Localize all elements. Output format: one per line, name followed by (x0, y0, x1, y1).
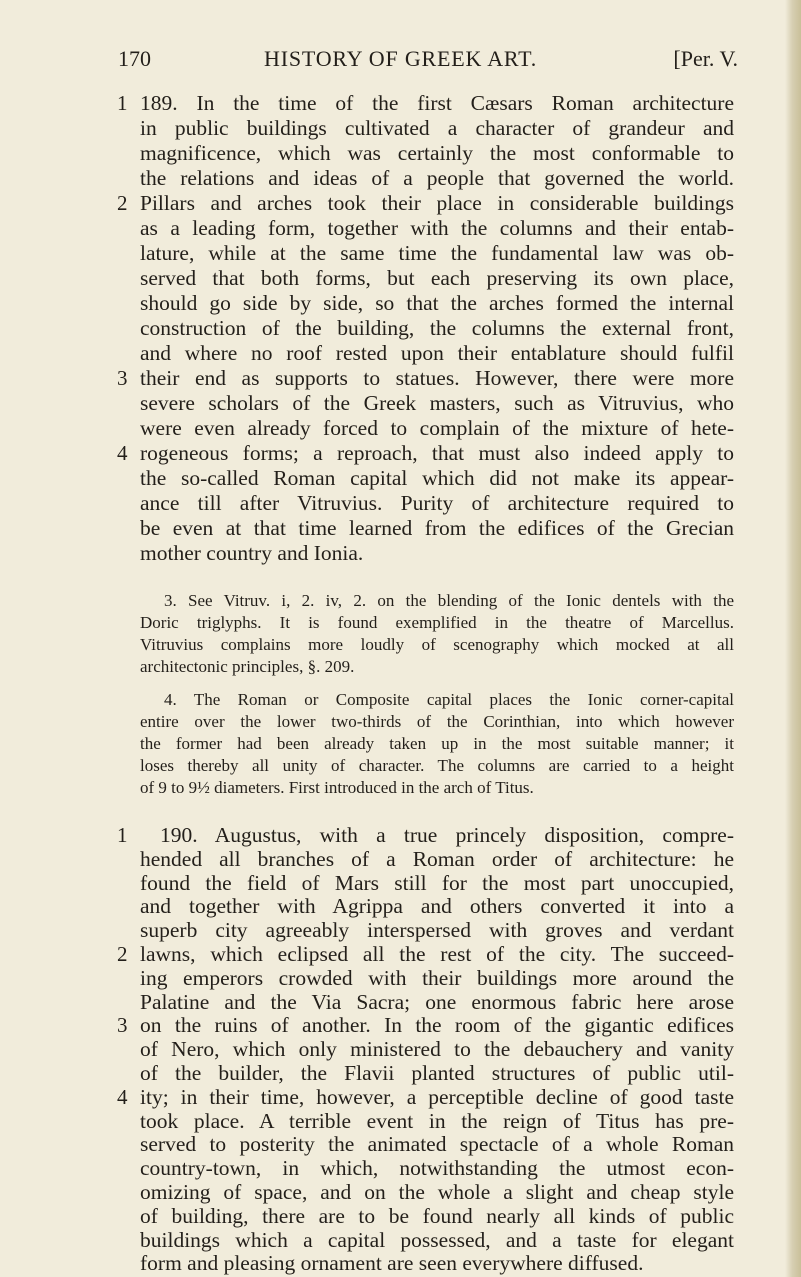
text-line: superb city agreeably interspersed with groves and verdant (140, 918, 734, 943)
footnote-line: 3. See Vitruv. i, 2. iv, 2. on the blending of the Ionic dentels with the (164, 591, 734, 610)
text-line: served that both forms, but each preserving its own place, (140, 266, 734, 290)
margin-line-number: 3 (117, 1013, 128, 1038)
text-line: of building, there are to be found nearly all kinds of public (140, 1203, 734, 1228)
text-line: country-town, in which, notwithstanding the utmost econ- (140, 1156, 734, 1181)
text-line: on the ruins of another. In the room of the gigantic edifices (140, 1013, 734, 1038)
margin-line-number: 4 (117, 441, 128, 465)
footnote-line: 4. The Roman or Composite capital places the Ionic corner-capital (164, 690, 734, 709)
text-line: and together with Agrippa and others converted it into a (140, 894, 734, 919)
text-line: took place. A terrible event in the reign of Titus has pre- (140, 1108, 734, 1133)
text-line: their end as supports to statues. However, there were more (140, 366, 734, 390)
text-line: Palatine and the Via Sacra; one enormous fabric here arose (140, 989, 734, 1014)
text-line: construction of the building, the columns the external front, (140, 316, 734, 340)
text-line: of the builder, the Flavii planted structures of public util- (140, 1061, 734, 1085)
margin-line-number: 1 (117, 91, 128, 115)
text-line: lature, while at the same time the fundamental law was ob- (140, 241, 734, 265)
footnote-line: architectonic principles, §. 209. (140, 657, 355, 676)
text-line: form and pleasing ornament are seen everywhere diffused. (140, 1251, 644, 1276)
text-line: as a leading form, together with the columns and their entab- (140, 216, 734, 240)
text-line: found the field of Mars still for the most part unoccupied, (140, 870, 734, 895)
text-line: hended all branches of a Roman order of architecture: he (140, 846, 734, 871)
page-header (118, 46, 738, 76)
text-line: be even at that time learned from the edifices of the Grecian (140, 516, 734, 540)
text-line: were even already forced to complain of the mixture of hete- (140, 416, 734, 440)
margin-line-number: 2 (117, 191, 128, 215)
section-marker: [Per. V. (673, 46, 738, 71)
footnote-line: entire over the lower two-thirds of the Corinthian, into which however (140, 712, 734, 731)
text-line: ity; in their time, however, a perceptible decline of good taste (140, 1084, 734, 1109)
text-line: buildings which a capital possessed, and a taste for elegant (140, 1227, 734, 1252)
text-line: 190. Augustus, with a true princely disposition, compre- (160, 823, 734, 847)
running-title: HISTORY OF GREEK ART. (264, 46, 537, 71)
text-line: magnificence, which was certainly the most conformable to (140, 141, 734, 165)
text-line: mother country and Ionia. (140, 541, 364, 565)
text-line: and where no roof rested upon their entablature should fulfil (140, 341, 734, 365)
footnote-line: the former had been already taken up in the most suitable manner; it (140, 734, 734, 753)
text-line: of Nero, which only ministered to the debauchery and vanity (140, 1037, 734, 1062)
text-line: ing emperors crowded with their buildings more around the (140, 965, 734, 990)
margin-line-number: 2 (117, 942, 128, 966)
text-line: should go side by side, so that the arches formed the internal (140, 291, 734, 315)
text-line: the so-called Roman capital which did not make its appear- (140, 466, 734, 490)
text-line: lawns, which eclipsed all the rest of the city. The succeed- (140, 942, 734, 966)
page-edge (785, 0, 801, 1277)
margin-line-number: 3 (117, 366, 128, 390)
text-line: served to posterity the animated spectacle of a whole Roman (140, 1132, 734, 1157)
footnote-line: Vitruvius complains more loudly of scenography which mocked at all (140, 635, 734, 654)
margin-line-number: 4 (117, 1084, 128, 1109)
text-line: omizing of space, and on the whole a slight and cheap style (140, 1180, 734, 1204)
footnote-line: of 9 to 9½ diameters. First introduced in the arch of Titus. (140, 778, 534, 797)
margin-line-number: 1 (117, 823, 128, 847)
text-line: rogeneous forms; a reproach, that must also indeed apply to (140, 441, 734, 465)
text-line: the relations and ideas of a people that governed the world. (140, 166, 734, 190)
text-line: ance till after Vitruvius. Purity of architecture required to (140, 491, 734, 515)
text-line: in public buildings cultivated a character of grandeur and (140, 116, 734, 140)
text-line: severe scholars of the Greek masters, such as Vitruvius, who (140, 391, 734, 415)
page-number: 170 (118, 46, 151, 71)
footnote-line: loses thereby all unity of character. The columns are carried to a height (140, 756, 734, 775)
text-line: 189. In the time of the first Cæsars Roman architecture (140, 91, 734, 115)
footnote-line: Doric triglyphs. It is found exemplified in the theatre of Marcellus. (140, 613, 734, 632)
text-line: Pillars and arches took their place in considerable buildings (140, 191, 734, 215)
